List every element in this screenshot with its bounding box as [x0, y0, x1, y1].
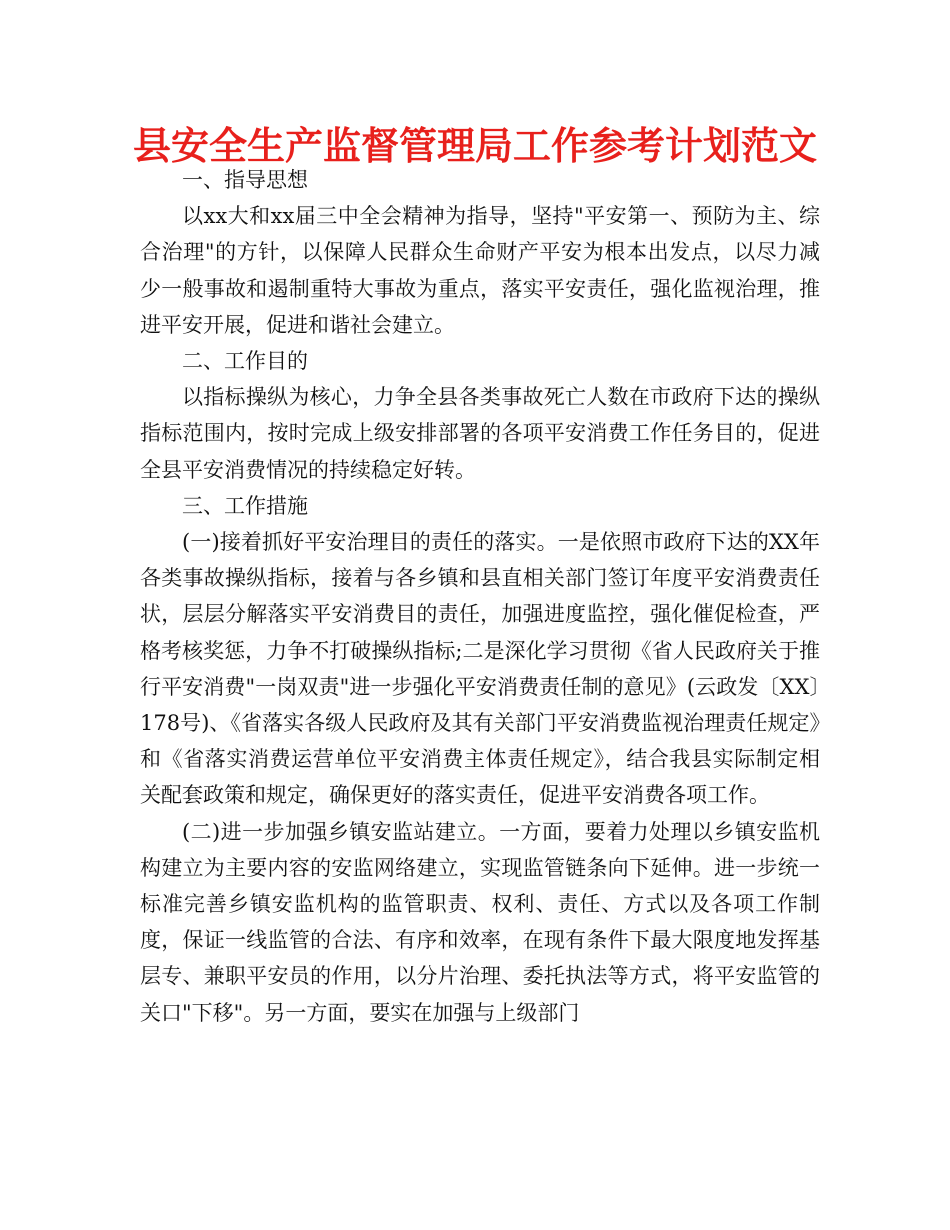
section-heading-guiding-ideology: 一、指导思想	[182, 168, 308, 192]
paragraph-measure-1: (一)接着抓好平安治理目的责任的落实。一是依照市政府下达的XX年各类事故操纵指标，接着与各乡镇和县直相关部门签订年度平安消费责任状，层层分解落实平安消费目的责任，加强进度监控，强化催促检查，严格考核奖惩，力争不打破操纵指标;二是深化学习贯彻《省人民政府关于推行平安消费"一岗双责"进一步强化平安消费责任制的意见》(云政发〔XX〕178号)、《省落实各级人民政府及其有关部门平安消费监视治理责任规定》和《省落实消费运营单位平安消费主体责任规定》，结合我县实际制定相关配套政策和规定，确保更好的落实责任，促进平安消费各项工作。	[140, 530, 820, 808]
paragraph-work-goal: 以指标操纵为核心，力争全县各类事故死亡人数在市政府下达的操纵指标范围内，按时完成上级安排部署的各项平安消费工作任务目的，促进全县平安消费情况的持续稳定好转。	[140, 385, 820, 482]
document-body	[140, 162, 820, 1031]
paragraph-measure-2: (二)进一步加强乡镇安监站建立。一方面，要着力处理以乡镇安监机构建立为主要内容的安监网络建立，实现监管链条向下延伸。进一步统一标准完善乡镇安监机构的监管职责、权利、责任、方式以及各项工作制度，保证一线监管的合法、有序和效率，在现有条件下最大限度地发挥基层专、兼职平安员的作用，以分片治理、委托执法等方式，将平安监管的关口"下移"。另一方面，要实在加强与上级部门	[140, 819, 820, 1025]
section-heading-work-measures: 三、工作措施	[182, 493, 308, 518]
section-heading-work-goal: 二、工作目的	[182, 349, 308, 374]
document-title: 县安全生产监督管理局工作参考计划范文	[132, 124, 817, 168]
paragraph-guiding-ideology: 以xx大和xx届三中全会精神为指导，坚持"平安第一、预防为主、综合治理"的方针，以保障人民群众生命财产平安为根本出发点，以尽力减少一般事故和遏制重特大事故为重点，落实平安责任，强化监视治理，推进平安开展，促进和谐社会建立。	[140, 204, 820, 337]
